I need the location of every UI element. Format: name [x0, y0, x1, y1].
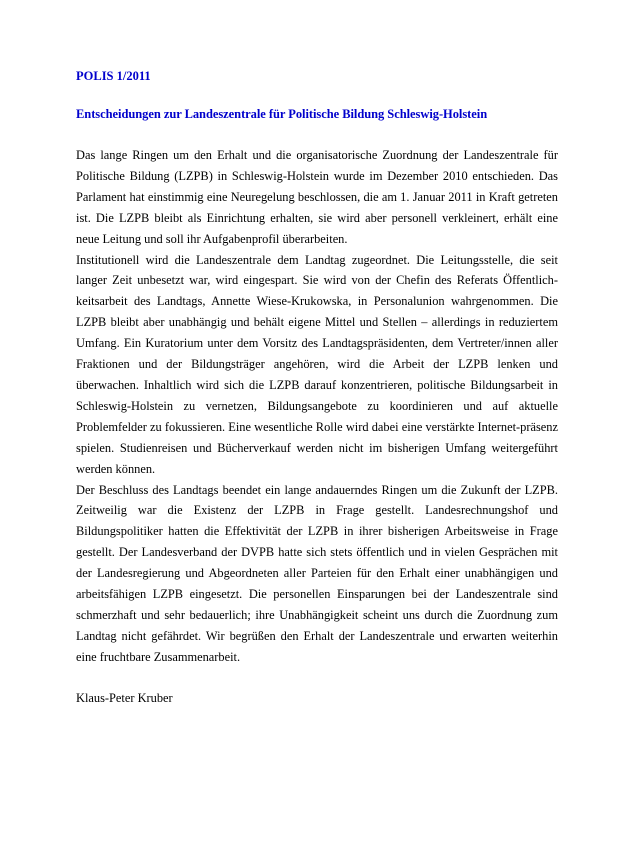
article-title: Entscheidungen zur Landeszentrale für Politische Bildung Schleswig-Holstein — [76, 107, 488, 121]
document-page — [76, 66, 558, 709]
body-paragraph-2: Institutionell wird die Landeszentrale dem Landtag zugeordnet. Die Leitungsstelle, die seit langer Zeit unbesetzt war, wird eingespart. Sie wird von der Chefin des Referats Öffentlich-keitsarbeit des Landtags, Annette Wiese-Krukowska, in Personalunion wahrgenommen. Die LZPB bleibt aber unabhängig und behält eigene Mittel und Stellen – allerdings in reduziertem Umfang. Ein Kuratorium unter dem Vorsitz des Landtagspräsidenten, dem Vertreter/innen aller Fraktionen und der Bildungsträger angehören, wird die Arbeit der LZPB lenken und überwachen. Inhaltlich wird sich die LZPB darauf konzentrieren, politische Bildungsarbeit in Schleswig-Holstein zu vernetzen, Bildungsangebote zu koordinieren und auf aktuelle Problemfelder zu fokussieren. Eine wesentliche Rolle wird dabei eine verstärkte Internet-präsenz spielen. Studienreisen und Bücherverkauf werden nicht im bisherigen Umfang weitergeführt werden können. — [76, 252, 558, 476]
author-signature: Klaus-Peter Kruber — [76, 690, 173, 705]
issue-heading: POLIS 1/2011 — [76, 69, 151, 83]
body-paragraph-1: Das lange Ringen um den Erhalt und die organisatorische Zuordnung der Landeszentrale für Politische Bildung (LZPB) in Schleswig-Holstein wurde im Dezember 2010 entschieden. Das Parlament hat einstimmig eine Neuregelung beschlossen, die am 1. Januar 2011 in Kraft getreten ist. Die LZPB bleibt als Einrichtung erhalten, sie wird aber personell verkleinert, erhält eine neue Leitung und soll ihr Aufgabenprofil überarbeiten. — [76, 148, 558, 246]
body-paragraph-3: Der Beschluss des Landtags beendet ein lange andauerndes Ringen um die Zukunft der LZPB. Zeitweilig war die Existenz der LZPB in Frage gestellt. Landesrechnungshof und Bildungspolitiker hatten die Effektivität der LZPB in ihrer bisherigen Arbeitsweise in Frage gestellt. Der Landesverband der DVPB hatte sich stets öffentlich und in vielen Gesprächen mit der Landesregierung und Abgeordneten aller Parteien für den Erhalt einer unabhängigen und arbeitsfähigen LZPB eingesetzt. Die personellen Einsparungen bei der Landeszentrale sind schmerzhaft und sehr bedauerlich; ihre Unabhängigkeit scheint uns durch die Zuordnung zum Landtag nicht gefährdet. Wir begrüßen den Erhalt der Landeszentrale und erwarten weiterhin eine fruchtbare Zusammenarbeit. — [76, 482, 558, 664]
